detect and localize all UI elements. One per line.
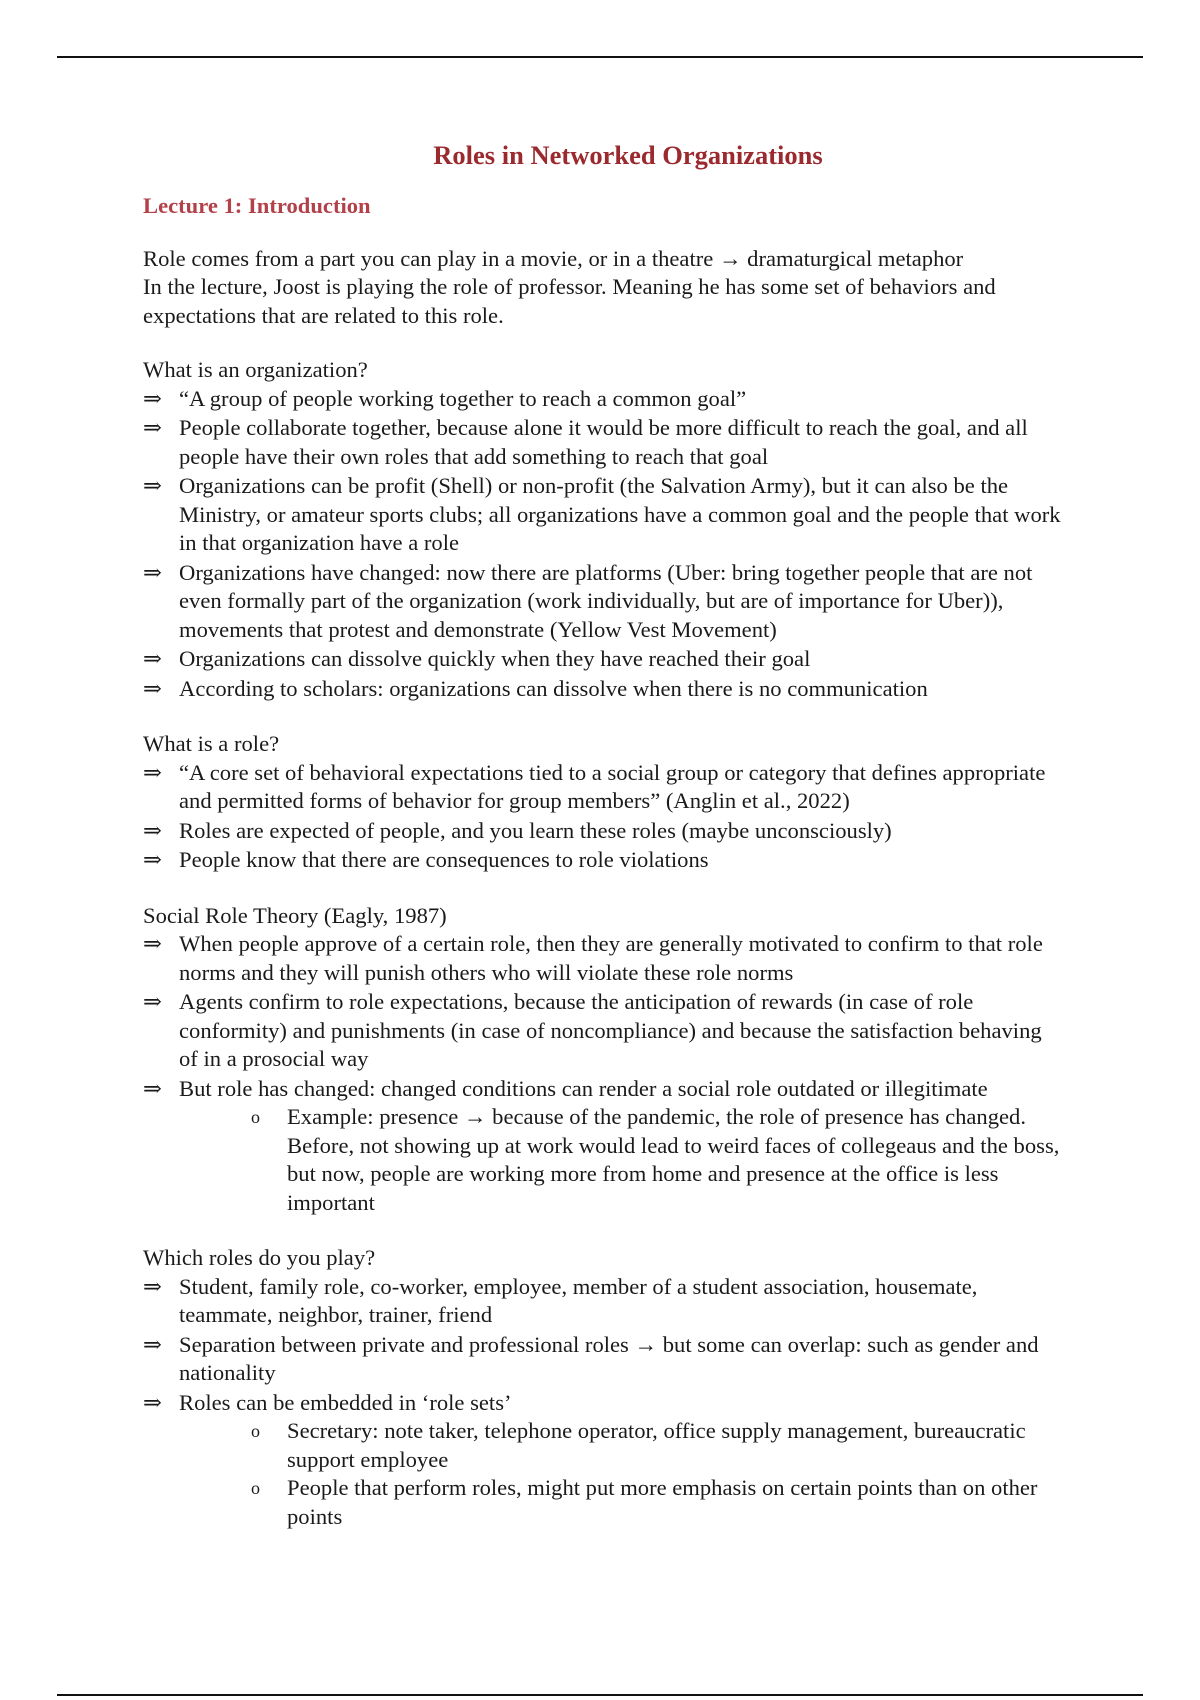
double-arrow-icon: ⇒	[143, 989, 162, 1014]
bullet-list	[143, 1273, 1063, 1532]
sub-bullet-list	[179, 1417, 1063, 1531]
double-arrow-icon: ⇒	[143, 1389, 162, 1415]
list-item-text: According to scholars: organizations can dissolve when there is no communication	[179, 675, 928, 701]
double-arrow-icon: ⇒	[143, 646, 162, 671]
section	[143, 1244, 1063, 1531]
section-heading: Which roles do you play?	[143, 1245, 376, 1270]
circle-bullet-icon: o	[251, 1478, 260, 1498]
bottom-rule	[57, 1694, 1143, 1696]
list-item	[143, 645, 1063, 674]
list-item-text: Organizations can be profit (Shell) or non-profit (the Salvation Army), but it can also be the Ministry, or amateur sports clubs; all organizations have a common goal and the people that work in that organization have a role	[179, 473, 1061, 555]
section	[143, 902, 1063, 1218]
sub-list-item	[251, 1103, 1063, 1217]
double-arrow-icon: ⇒	[143, 385, 162, 411]
list-item-text: Roles can be embedded in ‘role sets’	[179, 1389, 512, 1415]
circle-bullet-icon: o	[251, 1107, 260, 1127]
list-item	[143, 559, 1063, 645]
list-item-text: People know that there are consequences to role violations	[179, 847, 709, 872]
sub-list-item-text: Secretary: note taker, telephone operator, office supply management, bureaucratic support employee	[287, 1418, 1026, 1472]
list-item	[143, 414, 1063, 471]
intro-block	[143, 245, 1063, 331]
sub-list-item	[251, 1417, 1063, 1474]
sub-list-item-text: People that perform roles, might put more emphasis on certain points than on other points	[287, 1475, 1038, 1529]
list-item-text: When people approve of a certain role, then they are generally motivated to confirm to that role norms and they will punish others who will violate these role norms	[179, 931, 1043, 985]
double-arrow-icon: ⇒	[143, 675, 162, 701]
list-item-text: People collaborate together, because alone it would be more difficult to reach the goal, and all people have their own roles that add something to reach that goal	[179, 415, 1028, 469]
sub-bullet-list	[179, 1103, 1063, 1217]
double-arrow-icon: ⇒	[143, 1075, 162, 1101]
double-arrow-icon: ⇒	[143, 1331, 162, 1357]
double-arrow-icon: ⇒	[143, 415, 162, 440]
list-item	[143, 759, 1063, 816]
sections-container	[143, 330, 1063, 1531]
list-item	[143, 385, 1063, 414]
intro-line-1: Role comes from a part you can play in a movie, or in a theatre → dramaturgical metaphor	[143, 245, 964, 271]
double-arrow-icon: ⇒	[143, 559, 162, 585]
section-heading: What is a role?	[143, 731, 280, 756]
list-item	[143, 846, 1063, 875]
double-arrow-icon: ⇒	[143, 473, 162, 498]
list-item	[143, 1273, 1063, 1330]
top-rule	[57, 56, 1143, 58]
bullet-list	[143, 385, 1063, 704]
list-item	[143, 1331, 1063, 1388]
list-item	[143, 1075, 1063, 1218]
list-item-text: Agents confirm to role expectations, because the anticipation of rewards (in case of role conformity) and punishments (in case of noncompliance) and because the satisfaction behaving of in a prosocial way	[179, 989, 1042, 1071]
bullet-list	[143, 759, 1063, 875]
lecture-heading: Lecture 1: Introduction	[143, 193, 371, 218]
circle-bullet-icon: o	[251, 1421, 260, 1441]
list-item-text: Organizations can dissolve quickly when they have reached their goal	[179, 646, 811, 671]
intro-line-2: In the lecture, Joost is playing the role of professor. Meaning he has some set of behaviors and expectations that are related to this role.	[143, 274, 996, 328]
double-arrow-icon: ⇒	[143, 931, 162, 956]
list-item-text: But role has changed: changed conditions can render a social role outdated or illegitimate	[179, 1075, 988, 1101]
list-item-text: Roles are expected of people, and you learn these roles (maybe unconsciously)	[179, 817, 892, 843]
section-gap	[143, 876, 1063, 902]
section-gap	[143, 1218, 1063, 1244]
list-item-text: “A core set of behavioral expectations tied to a social group or category that defines appropriate and permitted forms of behavior for group members” (Anglin et al., 2022)	[179, 759, 1046, 813]
section	[143, 356, 1063, 703]
section	[143, 730, 1063, 875]
section-heading: Social Role Theory (Eagly, 1987)	[143, 902, 447, 928]
double-arrow-icon: ⇒	[143, 759, 162, 785]
list-item-text: Student, family role, co-worker, employee, member of a student association, housemate, teammate, neighbor, trainer, friend	[179, 1273, 978, 1327]
bullet-list	[143, 930, 1063, 1217]
list-item-text: Separation between private and professional roles → but some can overlap: such as gender and nationality	[179, 1331, 1039, 1385]
document-body	[143, 138, 1063, 1532]
double-arrow-icon: ⇒	[143, 1273, 162, 1299]
list-item	[143, 988, 1063, 1074]
list-item	[143, 1389, 1063, 1532]
section-heading: What is an organization?	[143, 357, 368, 382]
double-arrow-icon: ⇒	[143, 847, 162, 872]
double-arrow-icon: ⇒	[143, 817, 162, 843]
document-title: Roles in Networked Organizations	[433, 140, 823, 170]
list-item	[143, 675, 1063, 704]
section-gap	[143, 704, 1063, 730]
list-item-text: “A group of people working together to reach a common goal”	[179, 385, 747, 411]
list-item	[143, 472, 1063, 558]
sub-list-item-text: Example: presence → because of the pandemic, the role of presence has changed. Before, not showing up at work would lead to weird faces of collegeaus and the boss, but now, people are working more from home and presence at the office is less important	[287, 1104, 1060, 1215]
sub-list-item	[251, 1474, 1063, 1531]
list-item	[143, 817, 1063, 846]
list-item-text: Organizations have changed: now there are platforms (Uber: bring together people that are not even formally part of the organization (work individually, but are of importance for Uber)), movements that protest and demonstrate (Yellow Vest Movement)	[179, 559, 1033, 642]
section-gap	[143, 330, 1063, 356]
list-item	[143, 930, 1063, 987]
